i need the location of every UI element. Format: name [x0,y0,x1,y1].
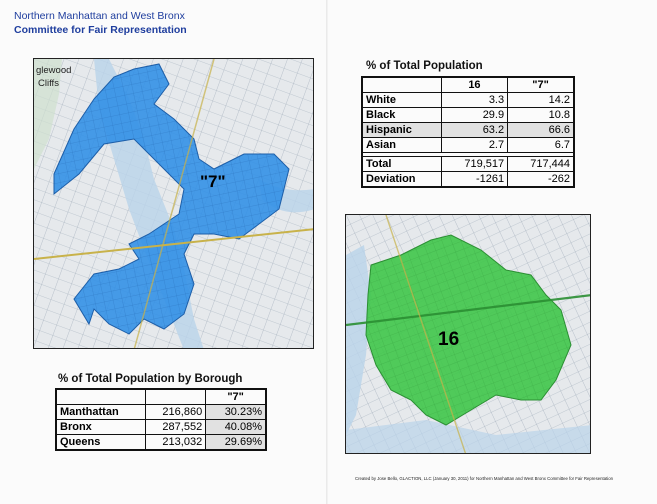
header-7: "7" [206,389,266,405]
row-label: Hispanic [362,123,441,138]
table-row [362,93,574,108]
value-16: 3.3 [441,93,507,108]
header-blank [362,77,441,93]
borough-label: Manthattan [56,405,145,420]
borough-population: 213,032 [145,435,205,451]
borough-percent: 40.08% [206,420,266,435]
table-header-row [56,389,266,405]
borough-population: 287,552 [145,420,205,435]
deviation-16: -1261 [441,172,507,188]
deviation-row [362,172,574,188]
row-label: Asian [362,138,441,153]
table-row [362,108,574,123]
header-16: 16 [441,77,507,93]
total-16: 719,517 [441,157,507,172]
table-row [56,405,266,420]
committee-header [14,9,187,37]
borough-population: 216,860 [145,405,205,420]
value-7: 14.2 [508,93,574,108]
value-7: 10.8 [508,108,574,123]
header-blank [145,389,205,405]
row-label: White [362,93,441,108]
value-16: 29.9 [441,108,507,123]
total-7: 717,444 [508,157,574,172]
credit-line: Created by Jose Bello, GLACTION, LLC (January 30, 2011) for Northern Manhattan and West Bronx Committee for Fair Representation [355,476,614,481]
row-label: Black [362,108,441,123]
table-row [362,138,574,153]
value-7: 6.7 [508,138,574,153]
table-row [56,435,266,451]
header-line-2: Committee for Fair Representation [14,24,187,36]
value-16: 63.2 [441,123,507,138]
table-header-row [362,77,574,93]
total-label: Total [362,157,441,172]
district-7-map [33,58,314,349]
district-7-label: "7" [200,172,226,191]
borough-table [55,388,267,451]
deviation-label: Deviation [362,172,441,188]
place-label-englewood: glewood [36,65,72,76]
deviation-7: -262 [508,172,574,188]
district-16-map [345,214,591,454]
header-7: "7" [508,77,574,93]
value-7: 66.6 [508,123,574,138]
total-row [362,157,574,172]
race-table-title: % of Total Population [366,60,483,72]
table-row [362,123,574,138]
header-blank [56,389,145,405]
borough-percent: 30.23% [206,405,266,420]
header-line-1: Northern Manhattan and West Bronx [14,10,185,22]
district-16-label: 16 [438,329,460,350]
value-16: 2.7 [441,138,507,153]
borough-label: Bronx [56,420,145,435]
page-fold [326,0,328,504]
table-row [56,420,266,435]
borough-percent: 29.69% [206,435,266,451]
borough-label: Queens [56,435,145,451]
place-label-cliffs: Cliffs [38,78,59,89]
borough-table-title: % of Total Population by Borough [58,373,243,385]
race-table [361,76,575,188]
